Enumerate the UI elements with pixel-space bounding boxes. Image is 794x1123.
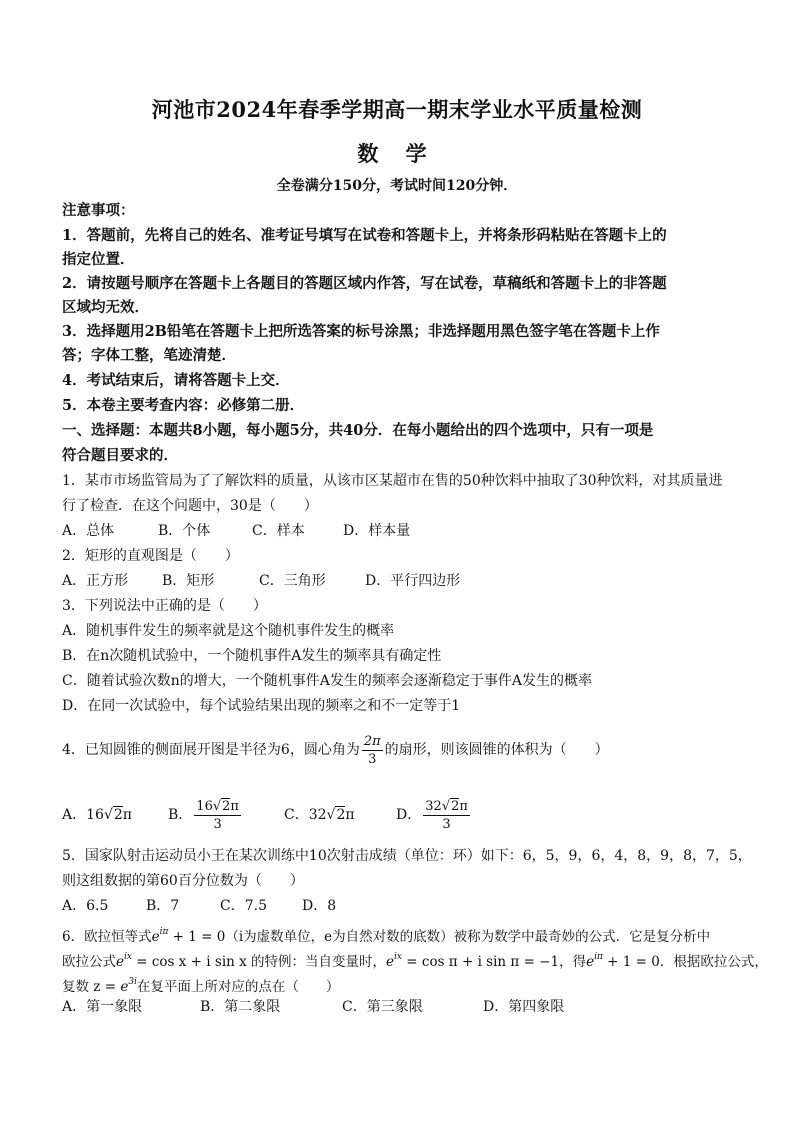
exponent: ix	[124, 952, 132, 962]
exponent: iπ	[159, 927, 169, 937]
question-6-stem	[62, 922, 742, 947]
question-2-stem: 2．矩形的直观图是（ ）	[62, 548, 239, 564]
option-d[interactable]: D．样本量	[343, 523, 411, 539]
euler-e: e	[386, 954, 395, 970]
question-6-text: 6．欧拉恒等式	[62, 929, 152, 945]
exponent: 3i	[128, 977, 137, 987]
question-6-text: 复数 z =	[62, 979, 121, 995]
option-c[interactable]: C．第三象限	[342, 999, 423, 1015]
option-a[interactable]: A．6.5	[62, 898, 109, 914]
question-4-text: 的扇形，则该圆锥的体积为（ ）	[384, 742, 609, 758]
notice-item: 1．答题前，先将自己的姓名、准考证号填写在试卷和答题卡上，并将条形码粘贴在答题卡上的	[62, 227, 667, 244]
question-4-options	[62, 796, 742, 836]
option-d[interactable]: D．平行四边形	[365, 573, 461, 589]
question-1-stem: 行了检查．在这个问题中，30是（ ）	[62, 498, 318, 514]
fraction-numerator: 32√2π	[425, 798, 468, 814]
question-6-stem	[62, 972, 742, 997]
radicand: 2	[113, 807, 123, 823]
question-3-stem: 3．下列说法中正确的是（ ）	[62, 598, 267, 614]
option-a[interactable]: A．总体	[62, 523, 115, 539]
fraction-denominator: 3	[213, 816, 222, 832]
option-b[interactable]: B．在n次随机试验中，一个随机事件A发生的频率具有确定性	[62, 648, 442, 664]
pi-symbol: π	[345, 807, 355, 823]
euler-e: e	[586, 954, 595, 970]
radicand: 2	[451, 798, 460, 814]
notice-item: 3．选择题用2B铅笔在答题卡上把所选答案的标号涂黑；非选择题用黑色签字笔在答题卡上作	[62, 323, 660, 340]
notice-item: 答；字体工整，笔迹清楚．	[62, 347, 236, 364]
option-d[interactable]	[396, 796, 472, 834]
option-a[interactable]: A．随机事件发生的频率就是这个随机事件发生的概率	[62, 623, 395, 639]
question-6-text: = cos π + i sin π = −1，得	[402, 954, 587, 970]
coefficient: 32	[425, 798, 442, 814]
fraction-denominator: 3	[442, 816, 451, 832]
question-6-text: 在复平面上所对应的点在（ ）	[136, 979, 340, 995]
coefficient: 16	[86, 807, 104, 823]
option-a[interactable]: A．第一象限	[62, 999, 143, 1015]
option-c[interactable]: C．随着试验次数n的增大，一个随机事件A发生的频率会逐渐稳定于事件A发生的概率	[62, 673, 592, 689]
radicand: 2	[336, 807, 346, 823]
notice-item: 5．本卷主要考查内容：必修第二册．	[62, 397, 305, 414]
notice-item: 指定位置．	[62, 251, 135, 268]
section-heading: 符合题目要求的．	[62, 447, 178, 464]
question-6-text: + 1 = 0．根据欧拉公式，	[602, 954, 768, 970]
option-a[interactable]: A．16√2π	[62, 807, 132, 823]
question-4-text: 4．已知圆锥的侧面展开图是半径为6，圆心角为	[62, 742, 360, 758]
euler-e: e	[151, 929, 160, 945]
option-b[interactable]: B．第二象限	[200, 999, 281, 1015]
question-4-stem	[62, 730, 742, 770]
fraction-denominator: 3	[368, 751, 377, 767]
notice-item: 4．考试结束后，请将答题卡上交．	[62, 372, 290, 389]
option-label: B．	[168, 807, 193, 823]
coefficient: 16	[196, 798, 213, 814]
section-heading: 一、选择题：本题共8小题，每小题5分，共40分．在每小题给出的四个选项中，只有一项是	[62, 422, 654, 439]
option-b[interactable]: B．矩形	[162, 573, 215, 589]
fraction-numerator: 2π	[363, 733, 381, 749]
question-5-stem: 5．国家队射击运动员小王在某次训练中10次射击成绩（单位：环）如下：6，5，9，6，4，8，9，8，7，5，	[62, 848, 752, 864]
exponent: iπ	[594, 952, 603, 962]
question-6-stem	[62, 947, 768, 972]
option-c[interactable]: C．三角形	[259, 573, 326, 589]
question-5-stem: 则这组数据的第60百分位数为（ ）	[62, 873, 304, 889]
question-6-text: = cos x + i sin x 的特例：当自变量时，	[131, 954, 387, 970]
option-c[interactable]: C．样本	[252, 523, 305, 539]
notice-heading: 注意事项：	[62, 202, 135, 219]
option-a[interactable]: A．正方形	[62, 573, 129, 589]
option-c[interactable]: C．7.5	[220, 898, 267, 914]
radicand: 2	[222, 798, 231, 814]
option-b[interactable]	[168, 796, 243, 834]
angle-fraction	[362, 733, 383, 768]
option-label: A．	[62, 807, 87, 823]
option-label: D．	[396, 807, 422, 823]
notice-item: 区域均无效．	[62, 299, 149, 316]
option-c[interactable]: C．32√2π	[284, 807, 355, 823]
euler-e: e	[120, 979, 129, 995]
exam-info: 全卷满分150分，考试时间120分钟．	[276, 178, 518, 194]
question-1-stem: 1．某市市场监管局为了了解饮料的质量，从该市区某超市在售的50种饮料中抽取了30种饮料，对其质量进	[62, 473, 723, 489]
option-b[interactable]: B．7	[146, 898, 180, 914]
option-b[interactable]: B．个体	[158, 523, 211, 539]
exponent: ix	[394, 952, 402, 962]
fraction-numerator: 16√2π	[196, 798, 239, 814]
option-label: C．	[284, 807, 309, 823]
question-6-text: + 1 = 0（i为虚数单位，e为自然对数的底数）被称为数学中最奇妙的公式．它是复分析中	[168, 929, 711, 945]
pi-symbol: π	[230, 798, 239, 814]
question-6-text: 欧拉公式	[62, 954, 116, 970]
euler-e: e	[116, 954, 124, 970]
option-d[interactable]: D．第四象限	[483, 999, 565, 1015]
notice-item: 2．请按题号顺序在答题卡上各题目的答题区域内作答，写在试卷，草稿纸和答题卡上的非答题	[62, 275, 667, 292]
option-fraction	[423, 798, 470, 833]
pi-symbol: π	[122, 807, 132, 823]
coefficient: 32	[308, 807, 327, 823]
exam-title: 河池市2024年春季学期高一期末学业水平质量检测	[151, 97, 643, 122]
option-fraction	[194, 798, 241, 833]
pi-symbol: π	[459, 798, 468, 814]
option-d[interactable]: D．8	[302, 898, 337, 914]
subject-title: 数 学	[357, 141, 437, 166]
option-d[interactable]: D．在同一次试验中，每个试验结果出现的频率之和不一定等于1	[62, 698, 461, 714]
